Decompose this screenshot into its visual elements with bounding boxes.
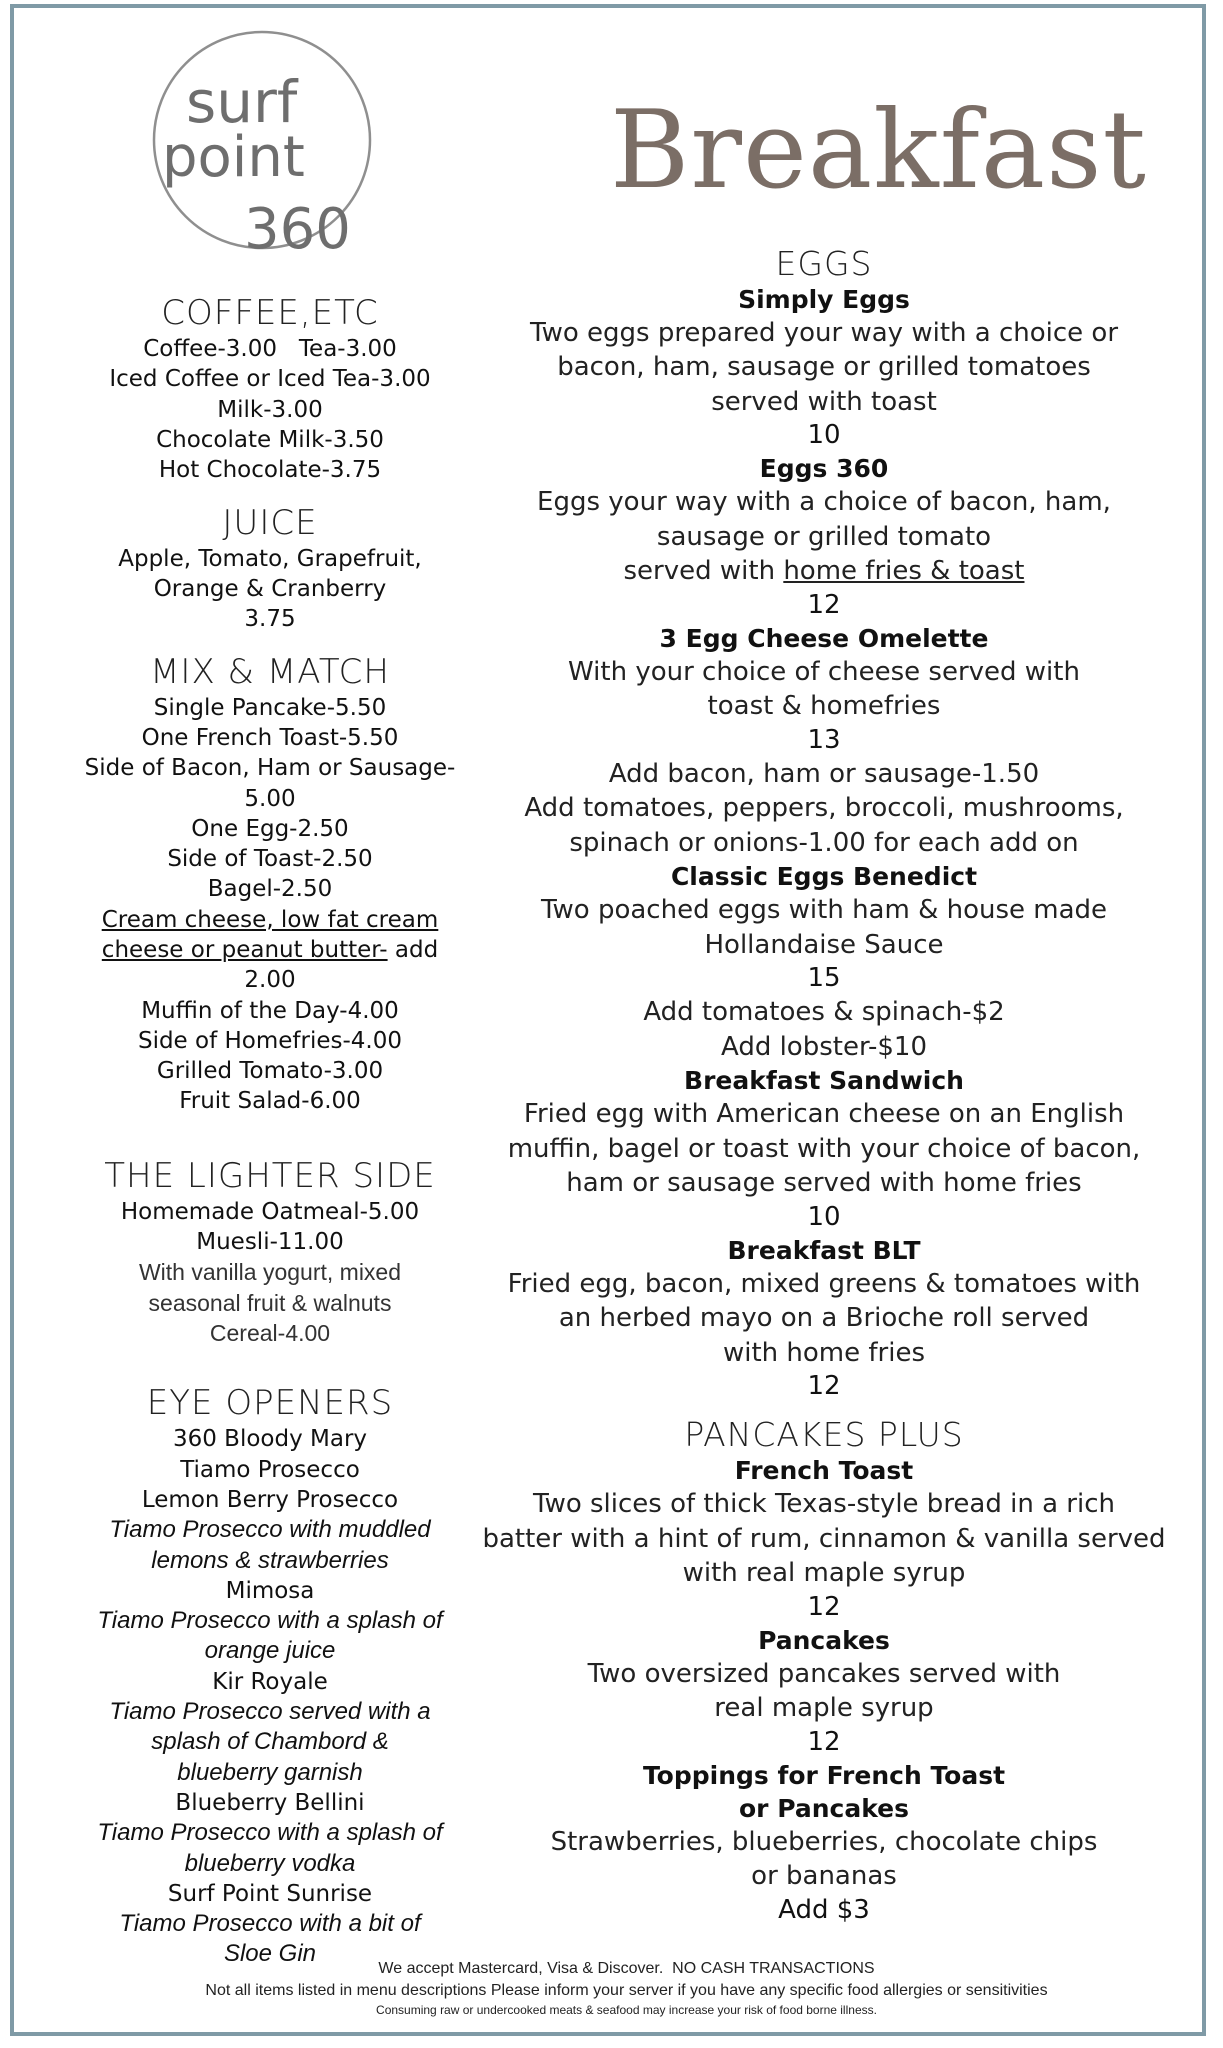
drink-description: orange juice [204, 1637, 336, 1665]
dish-description: bacon, ham, sausage or grilled tomatoes [557, 352, 1091, 383]
logo-word-surf: surf [186, 68, 298, 136]
dish-description: Two poached eggs with ham & house made [540, 895, 1108, 926]
coffee-heading: COFFEE,ETC [161, 293, 379, 333]
menu-item: Cereal-4.00 [209, 1320, 331, 1347]
eggs-heading: EGGS [775, 244, 873, 283]
dish-name: 3 Egg Cheese Omelette [659, 623, 989, 653]
menu-item: Muesli-11.00 [196, 1229, 344, 1256]
pancakes-plus-heading: PANCAKES PLUS [684, 1415, 964, 1455]
right-column [464, 246, 1184, 1927]
dish-price: 12 [807, 589, 841, 620]
drink-name: Mimosa [225, 1577, 315, 1604]
drink-description: blueberry garnish [177, 1758, 363, 1786]
food-safety-note: Consuming raw or undercooked meats & seafood may increase your risk of food borne illness. [376, 2003, 877, 2017]
dish-price: 13 [807, 724, 841, 755]
spread-add-text: add [387, 936, 439, 963]
dish-description: an herbed mayo on a Brioche roll served [558, 1303, 1090, 1334]
item-description: seasonal fruit & walnuts [148, 1289, 392, 1316]
menu-item: Side of Toast-2.50 [167, 846, 373, 873]
menu-price: 2.00 [244, 967, 296, 994]
spread-option: Cream cheese, low fat cream [101, 906, 439, 933]
dish-description: or bananas [751, 1861, 897, 1892]
lighter-side-heading: THE LIGHTER SIDE [104, 1155, 436, 1196]
menu-item: Grilled Tomato-3.00 [156, 1058, 384, 1085]
menu-page [10, 4, 1206, 2036]
dish-name: Simply Eggs [738, 284, 910, 314]
footer-notes [54, 1958, 1199, 2018]
menu-price: 3.75 [244, 606, 296, 633]
dish-description: muffin, bagel or toast with your choice of bacon, [507, 1133, 1141, 1164]
eye-openers-heading: EYE OPENERS [146, 1383, 394, 1424]
dish-name: Toppings for French Toast [642, 1760, 1006, 1790]
left-column [64, 284, 476, 1970]
coffee-list [64, 334, 476, 485]
spread-option-text: cheese or peanut butter- [101, 936, 388, 963]
menu-item: Coffee-3.00 Tea-3.00 [143, 336, 397, 363]
drink-description: lemons & strawberries [151, 1546, 389, 1574]
page-title: Breakfast [610, 88, 1147, 213]
drink-description: Tiamo Prosecco with a splash of [97, 1819, 443, 1847]
dish-description: Two eggs prepared your way with a choice or [529, 317, 1119, 348]
dish-name: or Pancakes [738, 1793, 909, 1823]
dish-price: 15 [807, 963, 841, 994]
dish-name: Pancakes [758, 1625, 890, 1655]
dish-description: toast & homefries [707, 691, 941, 722]
dish-addon: Add tomatoes & spinach-$2 [643, 997, 1005, 1028]
menu-item: Single Pancake-5.50 [153, 694, 387, 721]
menu-item: Side of Bacon, Ham or Sausage- [84, 755, 456, 782]
drink-description: Tiamo Prosecco with a splash of [97, 1607, 443, 1635]
drink-description: Tiamo Prosecco with muddled [109, 1516, 431, 1544]
dish-description: served with toast [711, 386, 937, 417]
menu-item: One French Toast-5.50 [141, 724, 399, 751]
dish-name: Breakfast Sandwich [684, 1066, 964, 1096]
dish-description: Two slices of thick Texas-style bread in a rich [533, 1489, 1115, 1520]
menu-item: Fruit Salad-6.00 [179, 1088, 361, 1115]
menu-item: Side of Homefries-4.00 [137, 1027, 403, 1054]
menu-item: One Egg-2.50 [191, 815, 349, 842]
dish-description: Eggs your way with a choice of bacon, ham, [537, 487, 1111, 518]
menu-item: Muffin of the Day-4.00 [141, 997, 399, 1024]
menu-item: Orange & Cranberry [153, 575, 387, 602]
dish-description-underlined: home fries & toast [783, 556, 1025, 587]
menu-item: Milk-3.00 [217, 396, 323, 423]
dish-name: Breakfast BLT [727, 1235, 921, 1265]
drink-description: Tiamo Prosecco with a bit of [119, 1910, 421, 1938]
eye-openers-list [64, 1424, 476, 1969]
menu-item: Bagel-2.50 [207, 876, 333, 903]
drink-description: Sloe Gin [223, 1940, 317, 1968]
menu-item: Homemade Oatmeal-5.00 [120, 1198, 420, 1225]
dish-addon: spinach or onions-1.00 for each add on [569, 827, 1079, 858]
dish-description: batter with a hint of rum, cinnamon & vanilla served [482, 1523, 1166, 1554]
surf-point-360-logo [132, 30, 392, 270]
mix-match-list [64, 693, 476, 1117]
menu-item: Apple, Tomato, Grapefruit, [118, 545, 422, 572]
dish-description: Hollandaise Sauce [704, 929, 944, 960]
dish-addon: Add tomatoes, peppers, broccoli, mushrooms, [524, 793, 1124, 824]
drink-name: Blueberry Bellini [175, 1789, 365, 1816]
allergy-note: Not all items listed in menu descriptions Please inform your server if you have any specific food allergies or sensitivities [205, 1982, 1048, 1999]
dish-price: 12 [807, 1591, 841, 1622]
logo-number: 360 [244, 197, 351, 262]
dish-name: Classic Eggs Benedict [670, 862, 978, 892]
drink-description: Tiamo Prosecco served with a [109, 1698, 431, 1726]
dish-description: Fried egg with American cheese on an English [523, 1099, 1125, 1130]
drink-name: Kir Royale [212, 1668, 328, 1695]
dish-name: Eggs 360 [759, 454, 889, 484]
dish-addon: Add lobster-$10 [720, 1031, 927, 1062]
dish-addon: Add bacon, ham or sausage-1.50 [608, 758, 1040, 789]
dish-price: 10 [807, 420, 841, 451]
menu-item: Hot Chocolate-3.75 [158, 457, 382, 484]
spread-option-line [64, 935, 476, 965]
dish-price: 10 [807, 1201, 841, 1232]
drink-description: blueberry vodka [184, 1849, 356, 1877]
drink-name: Tiamo Prosecco [180, 1456, 360, 1483]
juice-heading: JUICE [222, 502, 318, 543]
dish-description [464, 554, 1184, 589]
menu-price: 5.00 [244, 785, 296, 812]
dish-price: 12 [807, 1726, 841, 1757]
dish-description: ham or sausage served with home fries [566, 1168, 1082, 1199]
menu-item: Iced Coffee or Iced Tea-3.00 [109, 366, 431, 393]
dish-description: With your choice of cheese served with [568, 656, 1080, 687]
dish-description: real maple syrup [714, 1693, 934, 1724]
menu-item: Chocolate Milk-3.50 [156, 426, 384, 453]
dish-description: Strawberries, blueberries, chocolate chips [550, 1826, 1098, 1857]
dish-description: Fried egg, bacon, mixed greens & tomatoes with [507, 1268, 1141, 1299]
drink-name: Lemon Berry Prosecco [141, 1487, 399, 1513]
lighter-side-list [64, 1197, 476, 1348]
payment-note: We accept Mastercard, Visa & Discover. NO CASH TRANSACTIONS [378, 1960, 875, 1977]
item-description: With vanilla yogurt, mixed [138, 1259, 402, 1286]
mix-match-heading: MIX & MATCH [150, 651, 390, 692]
drink-description: splash of Chambord & [151, 1728, 389, 1756]
logo-word-point: point [162, 125, 305, 190]
juice-list [64, 544, 476, 635]
dish-name: French Toast [734, 1456, 914, 1486]
dish-description: Two oversized pancakes served with [587, 1658, 1061, 1689]
drink-name: Surf Point Sunrise [167, 1880, 373, 1907]
dish-description-text: served with [623, 556, 784, 587]
dish-price: Add $3 [778, 1894, 870, 1925]
dish-description: with home fries [722, 1337, 925, 1368]
dish-price: 12 [807, 1371, 841, 1402]
dish-description: sausage or grilled tomato [656, 521, 992, 552]
dish-description: with real maple syrup [682, 1558, 966, 1589]
drink-name: 360 Bloody Mary [172, 1426, 368, 1453]
